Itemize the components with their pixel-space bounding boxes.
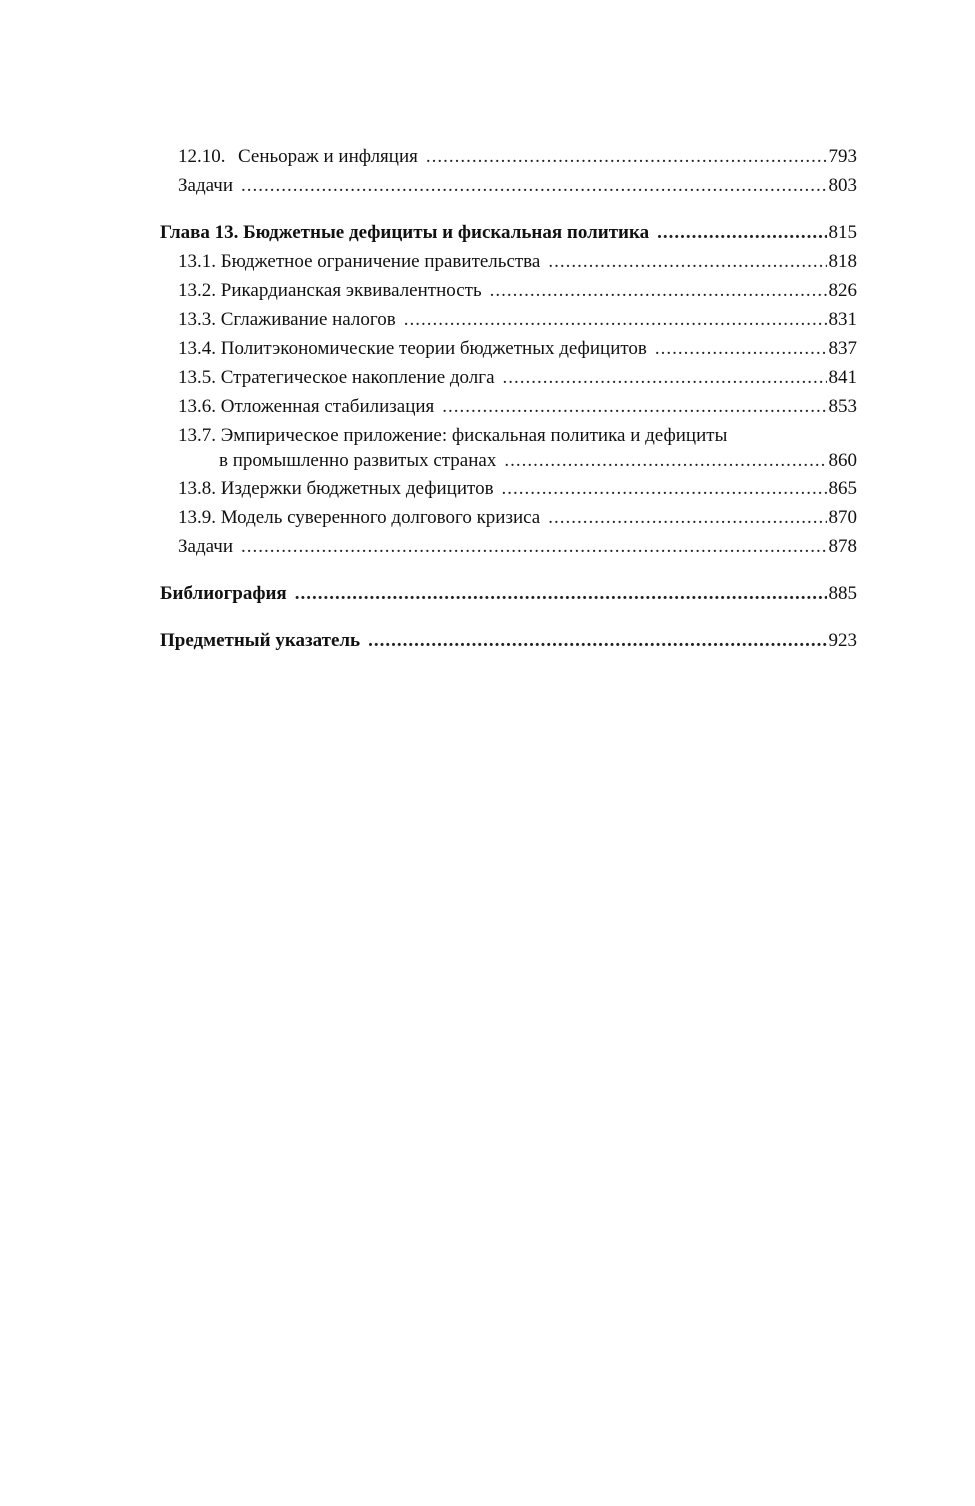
toc-entry-title: 13.2. Рикардианская эквивалентность (178, 280, 482, 301)
toc-page-number: 923 (828, 630, 857, 651)
toc-entry-title: 13.6. Отложенная стабилизация (178, 396, 435, 417)
dot-leader (548, 247, 826, 276)
toc-entry-title: 13.5. Стратегическое накопление долга (178, 367, 495, 388)
dot-leader (295, 579, 827, 608)
toc-entry-13-3[interactable] (160, 305, 857, 334)
toc-page-number: 803 (828, 175, 857, 196)
toc-entry-13-6[interactable] (160, 392, 857, 421)
toc-entry-13-4[interactable] (160, 334, 857, 363)
toc-page-number: 793 (828, 146, 857, 167)
toc-page-number: 860 (828, 450, 857, 471)
toc-page-number: 815 (828, 222, 857, 243)
dot-leader (490, 276, 827, 305)
dot-leader (504, 447, 826, 474)
subject-index-title: Предметный указатель (160, 630, 361, 651)
toc-page-number: 818 (828, 251, 857, 272)
dot-leader (442, 392, 826, 421)
toc-entry-title: 13.4. Политэкономические теории бюджетных дефицитов (178, 338, 647, 359)
table-of-contents (160, 142, 857, 655)
toc-entry-title: 13.3. Сглаживание налогов (178, 309, 396, 330)
toc-entry-title-line2: в промышленно развитых странах (219, 450, 497, 471)
toc-entry-ch13-problems[interactable] (160, 532, 857, 561)
toc-entry-title: Задачи (178, 175, 234, 196)
toc-entry-13-1[interactable] (160, 247, 857, 276)
toc-entry-title: 13.8. Издержки бюджетных дефицитов (178, 478, 494, 499)
toc-entry-title: 13.9. Модель суверенного долгового кризиса (178, 507, 541, 528)
toc-page-number: 826 (828, 280, 857, 301)
toc-page-number: 841 (828, 367, 857, 388)
toc-entry-13-8[interactable] (160, 474, 857, 503)
toc-bibliography[interactable] (160, 579, 857, 608)
toc-entry-title: 13.1. Бюджетное ограничение правительства (178, 251, 541, 272)
dot-leader (241, 171, 826, 200)
toc-page-number: 885 (828, 583, 857, 604)
toc-entry-title-line1: 13.7. Эмпирическое приложение: фискальная политика и дефициты (178, 425, 728, 446)
toc-entry-13-2[interactable] (160, 276, 857, 305)
dot-leader (404, 305, 827, 334)
dot-leader (503, 363, 827, 392)
dot-leader (548, 503, 826, 532)
toc-entry-ch12-problems[interactable] (160, 171, 857, 200)
toc-page-number: 853 (828, 396, 857, 417)
toc-page-number: 870 (828, 507, 857, 528)
toc-page-number: 865 (828, 478, 857, 499)
toc-entry-12-10[interactable] (160, 142, 857, 171)
toc-entry-title: Задачи (178, 536, 234, 557)
toc-chapter-13[interactable] (160, 218, 857, 247)
toc-page-number: 878 (828, 536, 857, 557)
dot-leader (241, 532, 826, 561)
dot-leader (368, 626, 826, 655)
dot-leader (657, 218, 826, 247)
dot-leader (426, 142, 827, 171)
toc-entry-13-5[interactable] (160, 363, 857, 392)
dot-leader (655, 334, 827, 363)
toc-entry-title: 12.10. Сеньораж и инфляция (178, 146, 418, 167)
bibliography-title: Библиография (160, 583, 287, 604)
toc-entry-13-9[interactable] (160, 503, 857, 532)
toc-page-number: 831 (828, 309, 857, 330)
toc-page-number: 837 (828, 338, 857, 359)
toc-subject-index[interactable] (160, 626, 857, 655)
dot-leader (502, 474, 827, 503)
chapter-title: Глава 13. Бюджетные дефициты и фискальная политика (160, 222, 650, 243)
toc-entry-13-7[interactable] (160, 425, 857, 474)
